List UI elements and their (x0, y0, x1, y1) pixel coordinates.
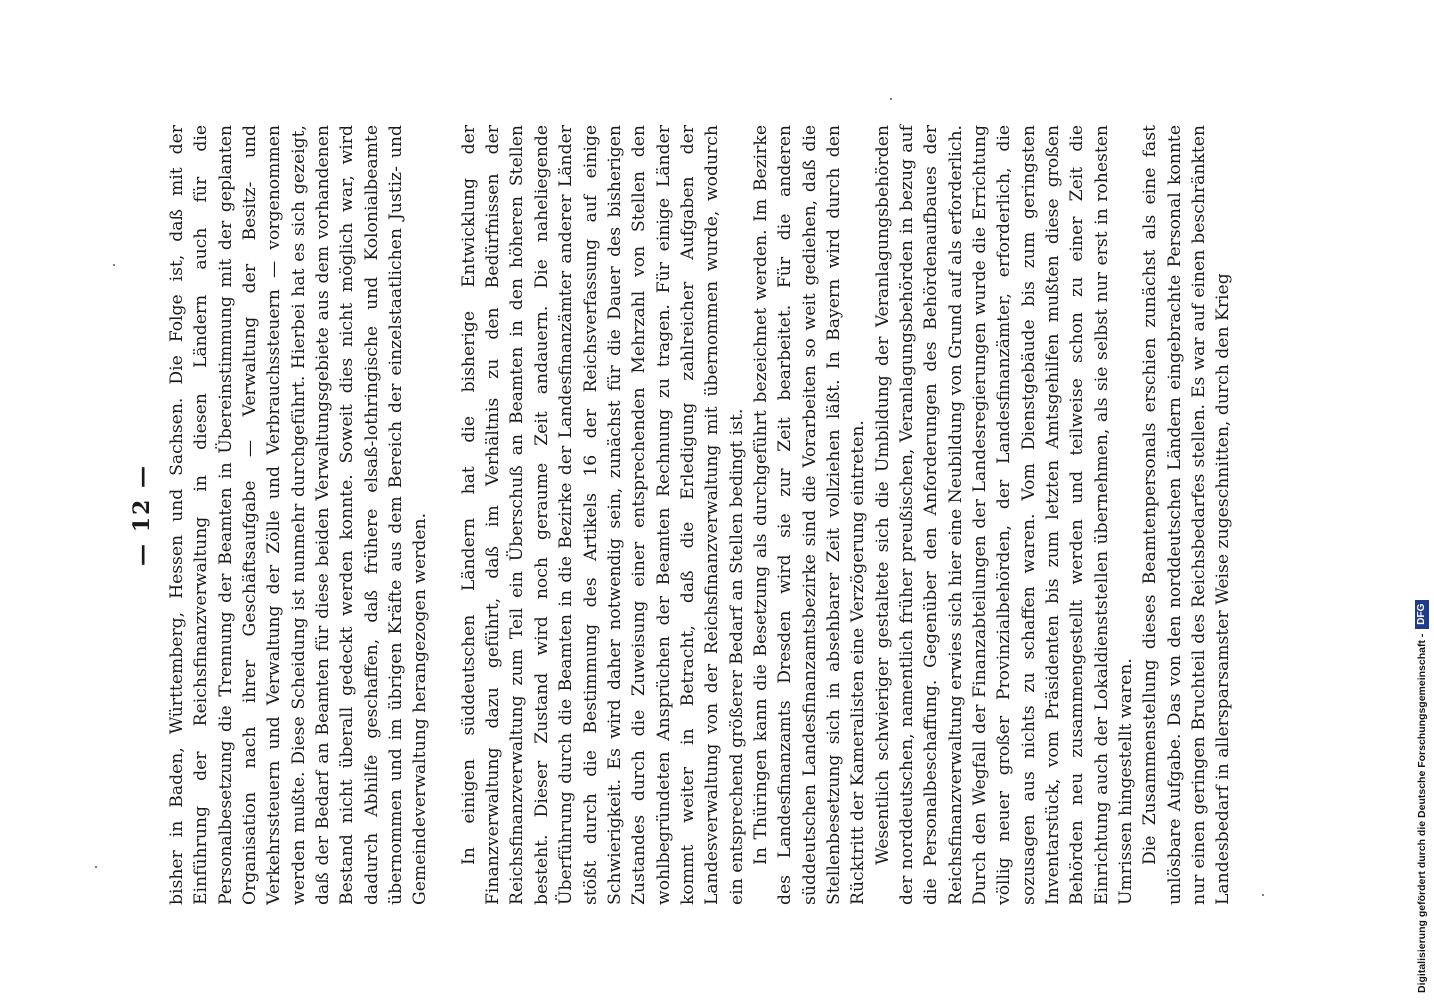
scan-speck (1262, 894, 1264, 896)
scan-speck (113, 264, 115, 266)
paragraph-5: Die Zusammenstellung dieses Beamtenpersonals erschien zunächst als eine fast unlösbare Aufgabe. Das von den norddeutschen Ländern eingebrachte Personal konnte nur einen geringen Bruchteil des Reichsbedarfes stellen. Es war auf einen beschränkten Landesbedarf in allersparsamster Weise zugeschnitten, durch den Krieg (1140, 125, 1234, 905)
scan-speck (890, 98, 892, 100)
paragraph-4: Wesentlich schwieriger gestaltete sich die Umbildung der Veranlagungsbehörden der norddeutschen, namentlich früher preußischen, Veranlagungsbehörden in bezug auf die Personalbeschaffung. Gegenüber den Anforderungen des Behördenaufbaues der Reichsfinanzverwaltung erwies sich hier eine Neubildung von Grund auf als erforderlich. Durch den Wegfall der Finanzabteilungen der Landesregierungen wurde die Errichtung völlig neuer großer Provinzialbehörden, der Landesfinanzämter, erforderlich, die sozusagen aus nichts zu schaffen waren. Vom Dienstgebäude bis zum geringsten Inventarstück, vom Präsidenten bis zum letzten Amtsgehilfen mußten diese großen Behörden neu zusammengestellt werden und teilweise schon zu einer Zeit die Einrichtung auch der Lokaldienststellen übernehmen, als sie selbst nur erst in rohesten Umrissen hingestellt waren. (872, 125, 1137, 905)
body-text (165, 125, 1236, 905)
paragraph-1: bisher in Baden, Württemberg, Hessen und Sachsen. Die Folge ist, daß mit der Einführung der Reichsfinanzverwaltung in diesen Ländern auch für die Personalbesetzung die Trennung der Beamten in Übereinstimmung mit der geplanten Organisation nach ihrer Geschäftsaufgabe — Verwaltung der Besitz- und Verkehrssteuern und Verwaltung der Zölle und Verbrauchssteuern — vorgenommen werden mußte. Diese Scheidung ist nunmehr durchgeführt. Hierbei hat es sich gezeigt, daß der Bedarf an Beamten für diese beiden Verwaltungsgebiete aus dem vorhandenen Bestand nicht überall gedeckt werden konnte. Soweit dies nicht möglich war, wird dadurch Abhilfe geschaffen, daß frühere elsaß-lothringische und Kolonialbeamte übernommen und im übrigen Kräfte aus dem Bereich der einzelstaatlichen Justiz- und Gemeindeverwaltung herangezogen werden. (167, 125, 431, 905)
scan-speck (95, 866, 97, 868)
page-number: — 12 — (129, 464, 155, 566)
paragraph-2: In einigen süddeutschen Ländern hat die bisherige Entwicklung der Finanzverwaltung dazu geführt, daß im Verhältnis zu den Bedürfnissen der Reichsfinanzverwaltung zum Teil ein Überschuß an Beamten in den höheren Stellen besteht. Dieser Zustand wird noch geraume Zeit andauern. Die naheliegende Überführung durch die Beamten in die Bezirke der Landesfinanzämter anderer Länder stößt durch die Bestimmung des Artikels 16 der Reichsverfassung auf einige Schwierigkeit. Es wird daher notwendig sein, zunächst für die Dauer des bisherigen Zustandes durch die Zuweisung einer entsprechenden Mehrzahl von Stellen den wohlbegründeten Ansprüchen der Beamten Rechnung zu tragen. Für einige Länder kommt weiter in Betracht, daß die Erledigung zahlreicher Aufgaben der Landesverwaltung von der Reichsfinanzverwaltung mit übernommen wurde, wodurch ein entsprechend größerer Bedarf an Stellen bedingt ist. (458, 125, 747, 905)
digitization-note: Digitalisierung gefördert durch die Deutsche Forschungsgemeinschaft - (1416, 633, 1428, 993)
paragraph-3: In Thüringen kann die Besetzung als durchgeführt bezeichnet werden. Im Bezirke des Landesfinanzamts Dresden wird sie zur Zeit bearbeitet. Für die anderen süddeutschen Landesfinanzamtsbezirke sind die Vorarbeiten so weit gediehen, daß die Stellenbesetzung sich in absehbarer Zeit vollziehen läßt. In Bayern wird durch den Rücktritt der Kameralisten eine Verzögerung eintreten. (750, 125, 869, 905)
digitization-credit (1412, 8, 1432, 993)
dfg-logo: DFG (1415, 600, 1429, 629)
document-page (125, 125, 1275, 905)
